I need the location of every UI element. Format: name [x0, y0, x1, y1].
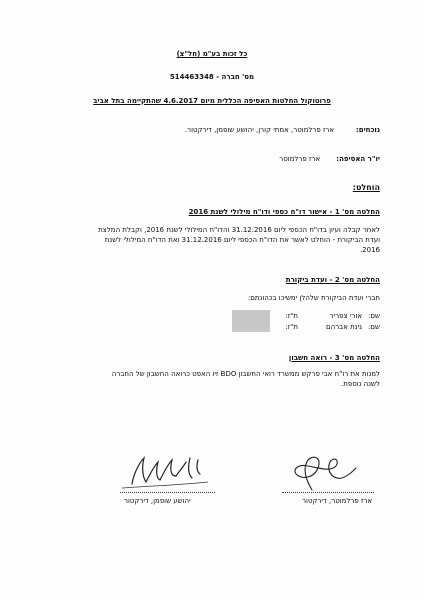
chair-label: יו"ר האסיפה:: [336, 155, 380, 163]
chair-name: ארז פרלמוטר: [279, 155, 320, 163]
left-signature-caption: יהושע שופמן, דירקטור: [124, 497, 191, 505]
resolution-3-line-2: לשנה נוספת.: [341, 380, 380, 388]
member-name: גינת אברהם: [326, 323, 362, 331]
left-signature-line: [120, 492, 215, 493]
attendees-names: ארז פרלמוטר, אמתי קורן, יהושע שופמן, דירקטור.: [184, 126, 334, 134]
right-signature-line: [282, 492, 374, 493]
left-signature: [120, 452, 220, 492]
resolution-2-title: החלטה מס' 2 - ועדת ביקורת: [285, 276, 380, 284]
resolution-1-title: החלטה מס' 1 - אישור דו"ח כספי ודו"ח מילולי לשנת 2016: [188, 208, 380, 216]
resolution-1-line-3: 2016.: [359, 246, 380, 254]
member-id-label: ת"ז:: [285, 323, 298, 331]
right-signature: [282, 450, 362, 495]
resolution-1-line-2: ועדת הביקורת - הוחלט לאשר את הדו"ח הכספי ליום 31.12.2016 ואת הדו"ח המילולי לשנת: [104, 236, 380, 244]
redacted-id: [232, 321, 270, 332]
member-name-label: שם:: [368, 323, 380, 331]
company-number: מס' חברה - 514463348: [169, 73, 255, 81]
member-name: אורי צפריר: [329, 312, 362, 320]
resolution-2-intro: חברי ועדת הביקורת שלהלן ימשיכו בכהונתם:: [247, 294, 380, 302]
resolution-1-line-1: לאחר קבלה ועיון בדו"ח הכספי ליום 31.12.2016 והדו"ח המילולי לשנת 2016, וקבלת המלצת: [98, 226, 380, 234]
member-name-label: שם:: [368, 312, 380, 320]
attendees-label: נוכחים:: [355, 126, 380, 134]
member-id-label: ת"ז:: [285, 312, 298, 320]
protocol-title: פרוטוקול החלטות האסיפה הכללית מיום 4.6.2017 שהתקיימה בתל אביב: [93, 97, 331, 105]
redacted-id: [232, 310, 270, 321]
company-name: כל זכות בע"מ (חל"צ): [176, 50, 248, 58]
right-signature-caption: ארז פרלמוטר, דירקטור: [302, 497, 372, 505]
resolution-3-line-1: למנות את רו"ח אבי פרקש ממשרד רואי החשבון BDO זיו האפט כרואה החשבון של החברה: [111, 370, 380, 378]
resolved-heading: הוחלט:: [352, 183, 380, 192]
resolution-3-title: החלטה מס' 3 - רואה חשבון: [288, 354, 380, 362]
